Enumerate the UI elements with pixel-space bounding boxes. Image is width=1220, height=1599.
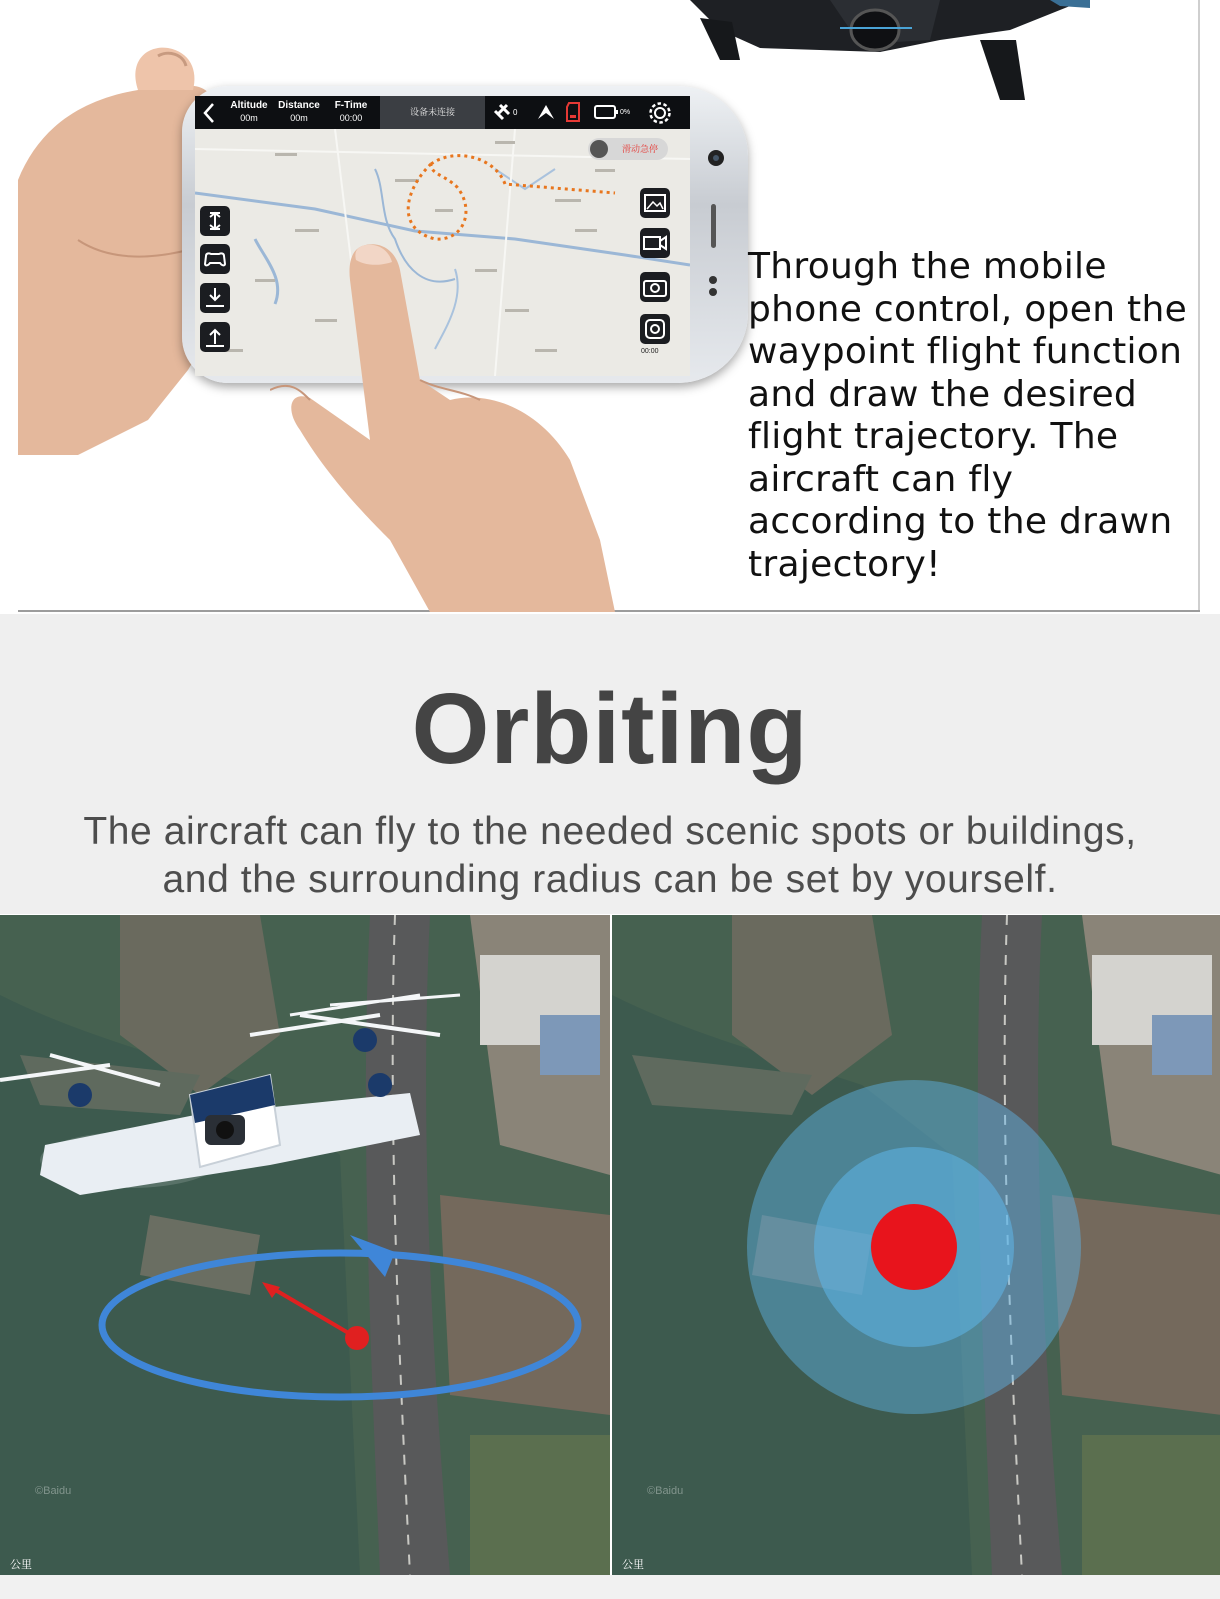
distance-value: 00m bbox=[290, 113, 308, 123]
camera-mode-button[interactable] bbox=[640, 314, 670, 344]
photo-icon bbox=[640, 188, 670, 218]
orbit-map-right bbox=[612, 915, 1220, 1575]
altitude-label: Altitude bbox=[230, 100, 268, 111]
gamepad-icon bbox=[200, 244, 230, 274]
map-scale-label: 公里 bbox=[10, 1559, 32, 1571]
phone-speaker bbox=[711, 204, 716, 248]
flight-time-value: 00:00 bbox=[339, 113, 363, 123]
aerial-map-right bbox=[612, 915, 1220, 1575]
sd-card-icon bbox=[565, 101, 583, 123]
slide-emergency-stop[interactable] bbox=[588, 138, 668, 160]
frame-border-right bbox=[1198, 0, 1200, 612]
distance-label: Distance bbox=[278, 100, 320, 111]
chevron-left-icon[interactable] bbox=[201, 102, 217, 124]
app-topbar bbox=[195, 96, 690, 129]
arrow-up-icon bbox=[535, 101, 557, 123]
phone-sensor bbox=[709, 276, 717, 284]
battery-percent: 0% bbox=[620, 109, 631, 116]
takeoff-icon bbox=[200, 322, 230, 352]
orbit-map-left bbox=[0, 915, 610, 1575]
gamepad-button[interactable] bbox=[200, 244, 230, 274]
slide-stop-label: 滑动急停 bbox=[621, 144, 658, 154]
video-icon bbox=[640, 228, 670, 258]
map-scale-label: 公里 bbox=[622, 1559, 644, 1571]
altitude-value: 00m bbox=[240, 113, 258, 123]
satellite-count: 0 bbox=[513, 108, 518, 117]
waypoint-mode-icon bbox=[200, 206, 230, 236]
aerial-map-left bbox=[0, 915, 610, 1575]
waypoint-description: Through the mobile phone control, open the waypoint flight function and draw the desired flight trajectory. The aircraft can fly according to the drawn trajectory! bbox=[748, 246, 1188, 585]
phone-front-camera bbox=[706, 148, 726, 168]
section-subtitle bbox=[0, 808, 1220, 904]
landing-button[interactable] bbox=[200, 283, 230, 313]
map-watermark: ©Baidu bbox=[647, 1485, 684, 1497]
takeoff-button[interactable] bbox=[200, 322, 230, 352]
subtitle-line-2: and the surrounding radius can be set by yourself. bbox=[162, 858, 1058, 901]
gear-icon[interactable] bbox=[647, 100, 673, 126]
satellite-icon bbox=[493, 101, 518, 123]
flight-time-label: F-Time bbox=[334, 100, 368, 111]
camera-icon bbox=[640, 272, 670, 302]
gallery-button[interactable] bbox=[640, 188, 670, 218]
pointing-hand bbox=[270, 240, 630, 612]
video-record-button[interactable] bbox=[640, 228, 670, 258]
section-title: Orbiting bbox=[411, 673, 809, 785]
instagram-icon bbox=[640, 314, 670, 344]
footer-strip bbox=[0, 1575, 1220, 1599]
phone-sensor-2 bbox=[709, 288, 717, 296]
connection-status: 设备未连接 bbox=[380, 96, 485, 129]
record-time: 00:00 bbox=[641, 348, 659, 355]
distance-readout bbox=[269, 99, 329, 125]
map-watermark: ©Baidu bbox=[35, 1485, 72, 1497]
landing-icon bbox=[200, 283, 230, 313]
drone-image-top bbox=[680, 0, 1090, 105]
photo-capture-button[interactable] bbox=[640, 272, 670, 302]
subtitle-line-1: The aircraft can fly to the needed scenic spots or buildings, bbox=[83, 810, 1137, 853]
flight-time-readout bbox=[321, 99, 381, 125]
battery-icon bbox=[593, 101, 621, 123]
waypoint-mode-button[interactable] bbox=[200, 206, 230, 236]
slide-stop-knob[interactable] bbox=[590, 140, 608, 158]
